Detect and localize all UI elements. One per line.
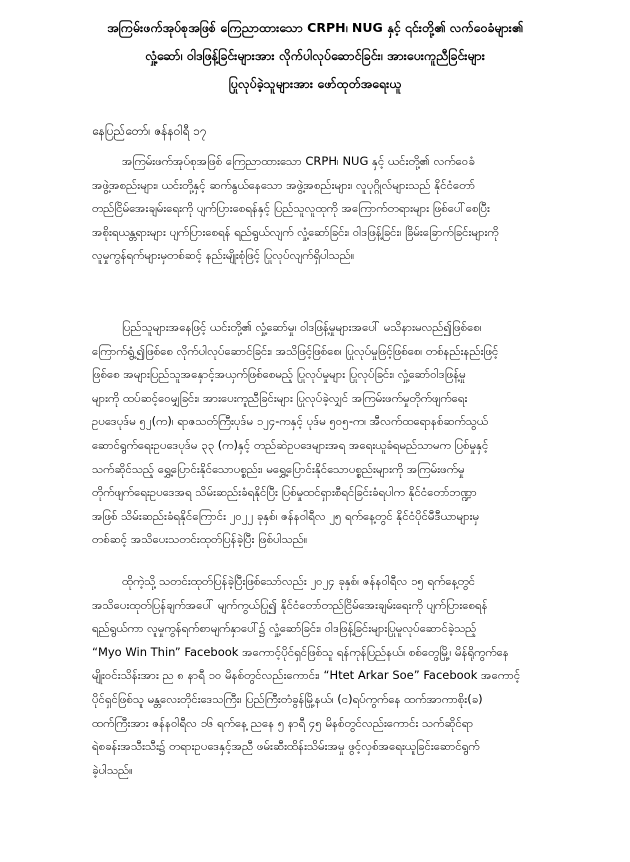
- paragraph-line: ဖြစ်စေ အများပြည်သူအနှောင့်အယှက်ဖြစ်စေမည့် ပြုလုပ်မှုများ ပြုလုပ်ခြင်း၊ လှုံ့ဆော်ဝါဒဖြန့်မှု: [92, 367, 466, 382]
- paragraph-line: အဖြစ် သိမ်းဆည်းခံရနိုင်ကြောင်း ၂၀၂၂ ခုနှစ်၊ ဇန်နဝါရီလ ၂၅ ရက်နေ့တွင် နိုင်ငံပိုင်မီဒီယာများမှ: [92, 508, 480, 523]
- paragraph-line: ကြောက်ရွံ့၍ဖြစ်စေ လိုက်ပါလုပ်ဆောင်ခြင်း၊ အသိဖြင့်ဖြစ်စေ၊ ပြုလုပ်မှုဖြင့်ဖြစ်စေ၊ တစ်နည်းနည်းဖြင့်: [92, 343, 499, 358]
- paragraph-1: [92, 150, 582, 268]
- paragraph-line: ဆောင်ရွက်ရေးဥပဒေပုဒ်မ ၃၃ (က)နှင့် တည်ဆဲဥပဒေများအရ အရေးယူခံရမည်သာမက ပြစ်မှုနှင့်: [92, 437, 489, 452]
- paragraph-line: ခဲ့ပါသည်။: [92, 762, 133, 777]
- paragraph-line: ပြည်သူများအနေဖြင့် ယင်းတို့၏ လှုံ့ဆော်မှု၊ ဝါဒဖြန့်မှုများအပေါ် မသိနားမလည်၍ဖြစ်စေ၊: [122, 320, 482, 334]
- paragraph-line: ပိုင်ရှင်ဖြစ်သူ မန္တလေးတိုင်းဒေသကြီး၊ ပြည်ကြီးတံခွန်မြို့နယ်၊ (င)ရပ်ကွက်နေ ထက်အာကာစိုး(ခ): [92, 691, 483, 706]
- paragraph-line: အသိပေးထုတ်ပြန်ချက်အပေါ် မျက်ကွယ်ပြု၍ နိုင်ငံတော်တည်ငြိမ်အေးချမ်းရေးကို ပျက်ပြားစေရန်: [92, 597, 488, 612]
- paragraph-line: များကို ထပ်ဆင့်ဝေမျှခြင်း၊ အားပေးကူညီခြင်းများ ပြုလုပ်ခဲ့လျှင် အကြမ်းဖက်မှုတိုက်ဖျက်ရေး: [92, 390, 468, 405]
- paragraph-line: မျိုးဝင်းသိန်းအား ည ၈ နာရီ ၁၀ မိနစ်တွင်လည်းကောင်း၊ “Htet Arkar Soe” Facebook အကောင့်: [92, 668, 521, 683]
- title-line: အကြမ်းဖက်အုပ်စုအဖြစ် ကြေညာထားသော CRPH၊ NUG နှင့် ၎င်းတို့၏ လက်ဝေခံများ၏: [107, 20, 523, 35]
- paragraph-line: ရည်ရွယ်ကာ လူမှုကွန်ရက်စာမျက်နှာပေါ်၌ လှုံ့ဆော်ခြင်း၊ ဝါဒဖြန့်ခြင်းများပြုမူလုပ်ဆောင်ခဲ့သည့်: [92, 621, 477, 636]
- paragraph-3: [92, 570, 582, 782]
- paragraph-line: အစိုးရယန္တရားများ ပျက်ပြားစေရန် ရည်ရွယ်လျက် လှုံ့ဆော်ခြင်း၊ ဝါဒဖြန့်ခြင်း၊ ခြိမ်းခြောက်ခြင်းများကို: [92, 224, 499, 239]
- dateline: နေပြည်တော်၊ ဇန်နဝါရီ ၁၇: [92, 124, 207, 138]
- paragraph-line: ဥပဒေပုဒ်မ ၅၂(က)၊ ရာဇသတ်ကြီးပုဒ်မ ၁၂၄-ကနှင့် ပုဒ်မ ၅၀၅-က၊ အီလက်ထရောနစ်ဆက်သွယ်: [92, 414, 489, 429]
- paragraph-line: သက်ဆိုင်သည့် ရွှေ့ပြောင်းနိုင်သောပစ္စည်း၊ မရွှေ့ပြောင်းနိုင်သောပစ္စည်းများကို အကြမ်းဖက်မှု: [92, 461, 465, 476]
- paragraph-line: တည်ငြိမ်အေးချမ်းရေးကို ပျက်ပြားစေရန်နှင့် ပြည်သူလူထုကို အကြောက်တရားများ ဖြစ်ပေါ်စေပြီး: [92, 201, 490, 216]
- title-line: ပြုလုပ်ခဲ့သူများအား ဖော်ထုတ်အရေးယူ: [228, 76, 402, 91]
- title-line: လှုံ့ဆော်၊ ဝါဒဖြန့်ခြင်းများအား လိုက်ပါလုပ်ဆောင်ခြင်း၊ အားပေးကူညီခြင်းများ: [145, 48, 485, 63]
- paragraph-2: [92, 316, 582, 552]
- paragraph-line: လူမှုကွန်ရက်များမှတစ်ဆင့် နည်းမျိုးစုံဖြင့် ပြုလုပ်လျက်ရှိပါသည်။: [92, 248, 355, 263]
- paragraph-line: တစ်ဆင့် အသိပေးသတင်းထုတ်ပြန်ခဲ့ပြီး ဖြစ်ပါသည်။: [92, 532, 308, 547]
- paragraph-line: အဖွဲ့အစည်းများ၊ ယင်းတို့နှင့် ဆက်နွယ်နေသော အဖွဲ့အစည်းများ၊ လူပုဂ္ဂိုလ်များသည် နိုင်ငံတော်: [92, 177, 476, 192]
- paragraph-line: ထက်ကြီးအား ဇန်နဝါရီလ ၁၆ ရက်နေ့ ညနေ ၅ နာရီ ၄၅ မိနစ်တွင်လည်းကောင်း သက်ဆိုင်ရာ: [92, 715, 474, 730]
- paragraph-line: အကြမ်းဖက်အုပ်စုအဖြစ် ကြေညာထားသော CRPH၊ NUG နှင့် ယင်းတို့၏ လက်ဝေခံ: [122, 154, 475, 168]
- document-title: [60, 14, 570, 98]
- paragraph-line: တိုက်ဖျက်ရေးဥပဒေအရ သိမ်းဆည်းခံရနိုင်ပြီး ပြစ်မှုထင်ရှားစီရင်ခြင်းခံရပါက နိုင်ငံတော်ဘဏ္ဍာ: [92, 485, 477, 500]
- paragraph-line: “Myo Win Thin” Facebook အကောင့်ပိုင်ရှင်ဖြစ်သူ ရန်ကုန်ပြည်နယ်၊ စစ်တွေမြို့၊ မိန်ရိုကွက်နေ: [92, 644, 509, 659]
- paragraph-line: ထိုကဲ့သို့ သတင်းထုတ်ပြန်ခဲ့ပြီးဖြစ်သော်လည်း ၂၀၂၄ ခုနှစ်၊ ဇန်နဝါရီလ ၁၅ ရက်နေ့တွင်: [122, 574, 476, 588]
- paragraph-line: ရဲစခန်းအသီးသီး၌ တရားဥပဒေနှင့်အညီ ဖမ်းဆီးထိန်းသိမ်းအမှု ဖွင့်လှစ်အရေးယူခြင်းဆောင်ရွက်: [92, 739, 480, 754]
